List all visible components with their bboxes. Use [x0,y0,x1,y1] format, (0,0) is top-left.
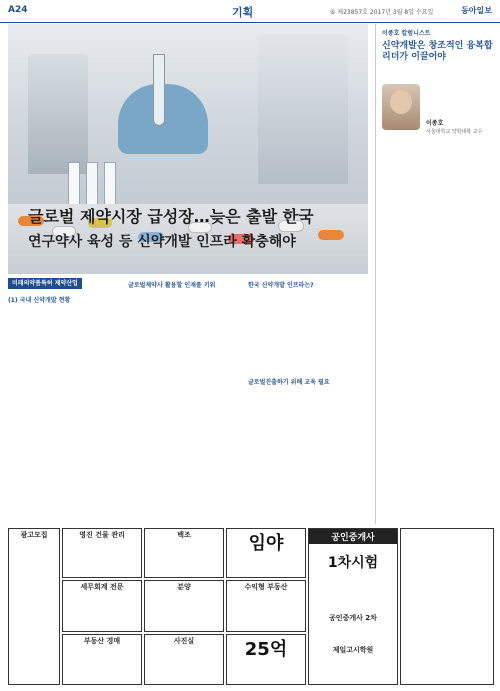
ad-title: 영진 건물 관리 [79,531,125,539]
ad-panel [308,528,398,685]
article-column-1 [8,278,124,528]
column-body [382,142,494,522]
lab-background [28,54,88,174]
ad-panel [144,528,224,578]
ad-panel [226,634,306,685]
subheading: 글로벌진출하기 위해 교육 필요 [248,379,330,386]
ad-title: 사진실 [173,637,195,645]
ad-title: 공인중개사 [309,529,397,544]
ad-panel [62,580,142,632]
ad-panel [62,528,142,578]
ad-panel [8,528,60,685]
page-header [0,0,500,23]
lab-background-right [258,34,348,184]
headline-sub: 연구약사 육성 등 신약개발 인프라 확충해야 [28,234,296,250]
page-number: A24 [8,5,28,15]
ad-title: 공인중개사 2차 [329,614,377,622]
ad-title: 분양 [177,583,191,591]
ad-panel [144,580,224,632]
author-portrait [382,84,420,130]
opinion-column [375,24,500,524]
subheading: 한국 신약개발 인프라는? [248,282,314,289]
ad-panel [226,528,306,578]
ad-title: 수익형 부동산 [244,583,288,591]
article-column-2 [128,278,244,528]
subheading: 글로벌제약사 활용할 인재를 키워 [128,282,216,289]
ad-panel [62,634,142,685]
ad-title: 세무회계 전문 [80,583,124,591]
headline-main: 글로벌 제약시장 급성장…늦은 출발 한국 [28,207,314,226]
section-title: 기획 [232,6,254,19]
subheading: (1) 국내 신약개발 현황 [8,297,71,304]
article-column-3 [248,278,368,528]
author-title: 서울대학교 약학대학 교수 [426,129,483,135]
ad-title: 백조 [177,531,191,539]
ad-title: 제일고시학원 [332,646,374,654]
ad-big-title: 25억 [244,639,288,660]
ad-panel [144,634,224,685]
classified-ads [8,528,493,688]
ad-big-title: 임야 [248,533,284,554]
issue-meta: ⑥ 제23857호 2017년 3월 8일 수요일 [330,9,434,16]
ad-title: 광고모집 [20,531,48,539]
column-title: 신약개발은 창조적인 융복합 리더가 이끌어야 [382,41,493,62]
ad-panel-large [400,528,494,685]
lead-photo [8,24,368,274]
ad-big-title: 1차시험 [327,555,379,571]
newspaper-name: 동아일보 [461,6,492,15]
author-name: 이종호 [426,120,444,127]
test-tube [153,54,165,126]
column-kicker: 이종호 칼럼니스트 [382,30,431,37]
section-tag: 미래의약품특허 제약산업 [8,278,82,289]
ad-title: 부동산 경매 [83,637,121,645]
headline [28,204,368,251]
ad-panel [226,580,306,632]
